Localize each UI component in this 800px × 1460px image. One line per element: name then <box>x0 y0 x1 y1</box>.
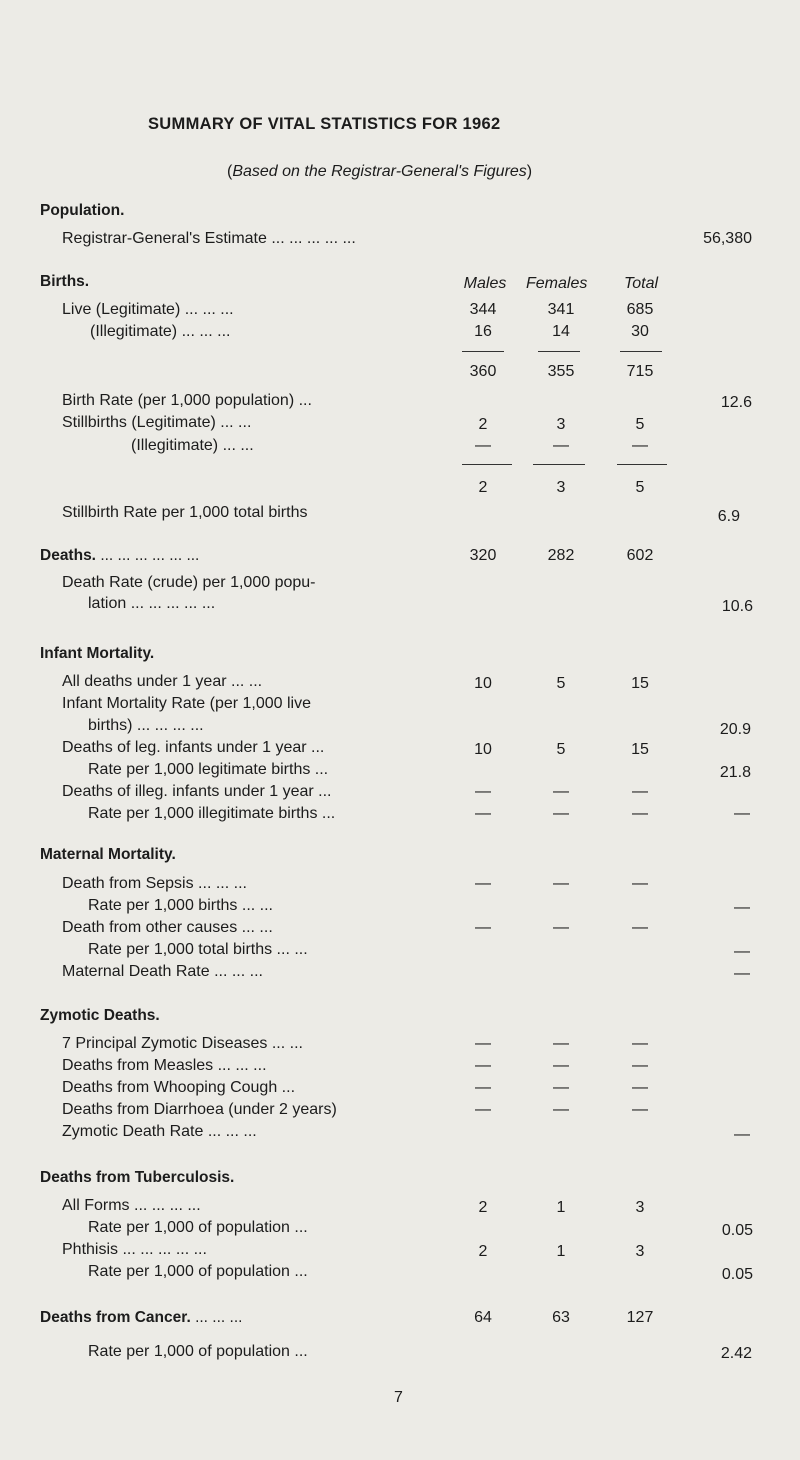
cell-males: 2 <box>478 1199 488 1216</box>
row-label: (Illegitimate) ... ... ... <box>90 323 231 340</box>
column-header-total: Total <box>623 275 659 292</box>
row-label: Deaths from Measles ... ... ... <box>62 1057 267 1074</box>
row-value: 2.42 <box>720 1345 752 1362</box>
row-value: — <box>734 965 750 982</box>
cell-females: 282 <box>547 547 575 564</box>
cell-total: — <box>632 437 648 454</box>
row-label: Maternal Death Rate ... ... ... <box>62 963 263 980</box>
row-label: Infant Mortality Rate (per 1,000 live <box>62 695 312 712</box>
cell-males: 10 <box>474 741 492 758</box>
row-label: Live (Legitimate) ... ... ... <box>62 301 234 318</box>
subtotal-rule <box>462 464 512 465</box>
cell-females: 341 <box>547 301 575 318</box>
cell-females: — <box>553 875 569 892</box>
row-label: Rate per 1,000 births ... ... <box>88 897 273 914</box>
cell-total: — <box>632 875 648 892</box>
row-value: 0.05 <box>721 1266 753 1283</box>
row-value: 10.6 <box>721 598 753 615</box>
cell-males: 360 <box>469 363 497 380</box>
subtotal-rule <box>620 351 662 352</box>
cell-males: 2 <box>478 416 488 433</box>
row-label: Death from Sepsis ... ... ... <box>62 875 247 892</box>
row-label: Birth Rate (per 1,000 population) ... <box>62 392 312 409</box>
subtotal-rule <box>533 464 585 465</box>
cell-males: — <box>475 1079 491 1096</box>
cell-total: — <box>632 1101 648 1118</box>
cell-total: 3 <box>635 1199 645 1216</box>
row-label: All deaths under 1 year ... ... <box>62 673 263 690</box>
row-label: Registrar-General's Estimate ... ... ... ... ... <box>62 230 356 247</box>
cell-males: 2 <box>478 1243 488 1260</box>
cell-females: 3 <box>556 479 566 496</box>
section-heading-zymotic-deaths: Zymotic Deaths. <box>40 1007 160 1024</box>
cell-total: 127 <box>626 1309 654 1326</box>
row-label: lation ... ... ... ... ... <box>88 595 216 612</box>
cell-females: 1 <box>556 1199 566 1216</box>
row-label: Rate per 1,000 of population ... <box>88 1219 308 1236</box>
cell-females: 1 <box>556 1243 566 1260</box>
cell-total: — <box>632 805 648 822</box>
cell-males: — <box>475 437 491 454</box>
row-label: Deaths from Whooping Cough ... <box>62 1079 296 1096</box>
row-label: Stillbirth Rate per 1,000 total births <box>62 504 308 521</box>
cell-males: — <box>475 875 491 892</box>
cell-total: — <box>632 1035 648 1052</box>
row-label: Rate per 1,000 legitimate births ... <box>88 761 329 778</box>
row-label: Zymotic Death Rate ... ... ... <box>62 1123 257 1140</box>
row-label: (Illegitimate) ... ... <box>131 437 254 454</box>
row-label: births) ... ... ... ... <box>88 717 204 734</box>
cell-males: 2 <box>478 479 488 496</box>
cell-females: 355 <box>547 363 575 380</box>
cell-females: — <box>553 1079 569 1096</box>
row-label: Deaths of illeg. infants under 1 year ... <box>62 783 332 800</box>
cell-females: 14 <box>552 323 570 340</box>
cell-males: 344 <box>469 301 497 318</box>
page-title: SUMMARY OF VITAL STATISTICS FOR 1962 <box>148 115 501 133</box>
cell-males: — <box>475 1101 491 1118</box>
row-value: 0.05 <box>721 1222 753 1239</box>
section-heading-cancer: Deaths from Cancer. ... ... ... <box>40 1309 243 1326</box>
row-label: Death Rate (crude) per 1,000 popu- <box>62 574 316 591</box>
cell-females: — <box>553 919 569 936</box>
section-heading-maternal-mortality: Maternal Mortality. <box>40 846 176 863</box>
column-header-males: Males <box>463 275 507 292</box>
cell-females: 5 <box>556 741 566 758</box>
row-value: 56,380 <box>703 230 752 247</box>
row-label: Deaths from Diarrhoea (under 2 years) <box>62 1101 337 1118</box>
row-label: Death from other causes ... ... <box>62 919 273 936</box>
row-value: — <box>734 805 750 822</box>
cell-males: — <box>475 919 491 936</box>
section-heading-deaths: Deaths. ... ... ... ... ... ... <box>40 547 200 564</box>
cell-females: — <box>553 783 569 800</box>
subtotal-rule <box>538 351 580 352</box>
subtotal-rule <box>462 351 504 352</box>
cell-males: — <box>475 1057 491 1074</box>
page-number: 7 <box>394 1389 403 1406</box>
cell-males: 10 <box>474 675 492 692</box>
cell-females: — <box>553 805 569 822</box>
cell-total: — <box>632 783 648 800</box>
row-value: — <box>734 899 750 916</box>
row-value: — <box>734 943 750 960</box>
row-value: 21.8 <box>719 764 751 781</box>
cell-total: 3 <box>635 1243 645 1260</box>
cell-total: 715 <box>626 363 654 380</box>
row-label: Phthisis ... ... ... ... ... <box>62 1241 207 1258</box>
cell-total: 602 <box>626 547 654 564</box>
cell-total: 30 <box>631 323 649 340</box>
page-subtitle: (Based on the Registrar-General's Figures) <box>227 163 533 180</box>
row-label: 7 Principal Zymotic Diseases ... ... <box>62 1035 303 1052</box>
cell-males: 64 <box>474 1309 492 1326</box>
cell-males: 320 <box>469 547 497 564</box>
cell-total: 685 <box>626 301 654 318</box>
row-label: Rate per 1,000 total births ... ... <box>88 941 308 958</box>
row-label: Rate per 1,000 of population ... <box>88 1343 308 1360</box>
row-label: Rate per 1,000 of population ... <box>88 1263 308 1280</box>
column-header-females: Females <box>526 275 588 292</box>
row-label: Rate per 1,000 illegitimate births ... <box>88 805 336 822</box>
cell-total: — <box>632 919 648 936</box>
section-heading-tuberculosis: Deaths from Tuberculosis. <box>40 1169 235 1186</box>
cell-total: 5 <box>635 416 645 433</box>
section-heading-population: Population. <box>40 202 125 219</box>
cell-total: — <box>632 1079 648 1096</box>
cell-total: 5 <box>635 479 645 496</box>
row-value: 20.9 <box>719 721 751 738</box>
row-value: 6.9 <box>717 508 740 525</box>
section-heading-births: Births. <box>40 273 90 290</box>
cell-females: — <box>553 1057 569 1074</box>
cell-females: 3 <box>556 416 566 433</box>
cell-females: — <box>553 1035 569 1052</box>
cell-total: 15 <box>631 741 649 758</box>
cell-males: — <box>475 805 491 822</box>
row-label: All Forms ... ... ... ... <box>62 1197 201 1214</box>
cell-males: 16 <box>474 323 492 340</box>
cell-males: — <box>475 783 491 800</box>
subtotal-rule <box>617 464 667 465</box>
cell-females: 5 <box>556 675 566 692</box>
row-label: Stillbirths (Legitimate) ... ... <box>62 414 252 431</box>
cell-females: — <box>553 437 569 454</box>
section-heading-infant-mortality: Infant Mortality. <box>40 645 155 662</box>
row-label: Deaths of leg. infants under 1 year ... <box>62 739 325 756</box>
cell-total: 15 <box>631 675 649 692</box>
cell-males: — <box>475 1035 491 1052</box>
cell-females: — <box>553 1101 569 1118</box>
row-value: 12.6 <box>720 394 752 411</box>
row-value: — <box>734 1126 750 1143</box>
cell-females: 63 <box>552 1309 570 1326</box>
cell-total: — <box>632 1057 648 1074</box>
